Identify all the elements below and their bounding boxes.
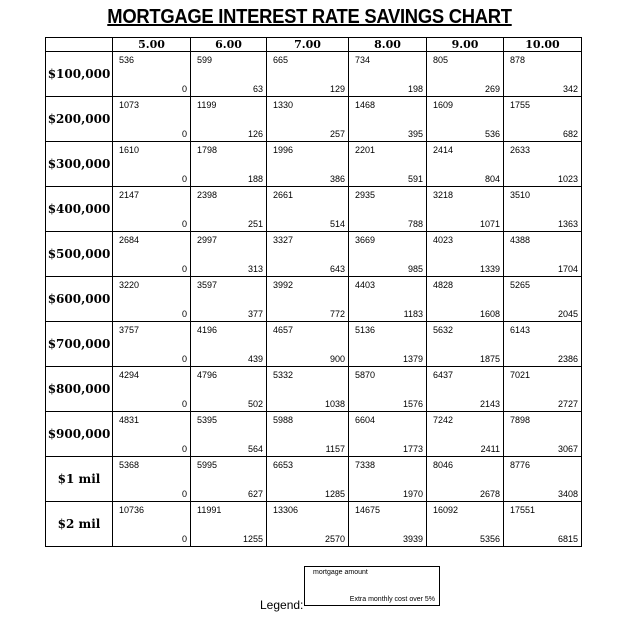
rate-cell xyxy=(427,412,504,457)
extra-monthly-cost: 188 xyxy=(247,174,263,184)
rate-cell xyxy=(349,97,427,142)
rate-cell xyxy=(113,502,191,547)
rate-cell xyxy=(191,232,267,277)
rate-cell xyxy=(427,187,504,232)
monthly-payment: 5368 xyxy=(119,460,140,470)
rate-table xyxy=(45,37,582,547)
rate-cell xyxy=(267,97,349,142)
rate-cell xyxy=(113,187,191,232)
rate-cell xyxy=(113,52,191,97)
monthly-payment: 4388 xyxy=(510,235,531,245)
table-row xyxy=(46,457,582,502)
rate-cell xyxy=(427,367,504,412)
rate-cell xyxy=(504,277,582,322)
extra-monthly-cost: 129 xyxy=(329,84,345,94)
monthly-payment: 4403 xyxy=(355,280,376,290)
mortgage-amount-label: $100,000 xyxy=(46,52,113,97)
monthly-payment: 13306 xyxy=(273,505,299,515)
extra-monthly-cost: 1608 xyxy=(479,309,500,319)
extra-monthly-cost: 591 xyxy=(407,174,423,184)
rate-cell xyxy=(504,457,582,502)
monthly-payment: 6437 xyxy=(433,370,454,380)
rate-cell xyxy=(191,502,267,547)
monthly-payment: 5265 xyxy=(510,280,531,290)
monthly-payment: 1330 xyxy=(273,100,294,110)
page-title: MORTGAGE INTEREST RATE SAVINGS CHART xyxy=(107,6,512,28)
extra-monthly-cost: 1255 xyxy=(242,534,263,544)
extra-monthly-cost: 682 xyxy=(562,129,578,139)
rate-cell xyxy=(427,502,504,547)
monthly-payment: 3220 xyxy=(119,280,140,290)
rate-cell xyxy=(504,97,582,142)
rate-cell xyxy=(113,232,191,277)
mortgage-amount-label: $500,000 xyxy=(46,232,113,277)
extra-monthly-cost: 1183 xyxy=(403,309,423,319)
extra-monthly-cost: 1285 xyxy=(324,489,345,499)
monthly-payment: 5988 xyxy=(273,415,294,425)
monthly-payment: 10736 xyxy=(119,505,145,515)
monthly-payment: 5995 xyxy=(197,460,218,470)
extra-monthly-cost: 5356 xyxy=(479,534,500,544)
extra-monthly-cost: 1339 xyxy=(479,264,500,274)
monthly-payment: 1199 xyxy=(197,100,217,110)
monthly-payment: 7021 xyxy=(510,370,531,380)
rate-cell xyxy=(113,367,191,412)
extra-monthly-cost: 3939 xyxy=(402,534,423,544)
legend-box xyxy=(304,566,440,606)
monthly-payment: 4828 xyxy=(433,280,454,290)
table-row xyxy=(46,97,582,142)
monthly-payment: 2414 xyxy=(433,145,454,155)
monthly-payment: 5332 xyxy=(273,370,294,380)
extra-monthly-cost: 313 xyxy=(247,264,263,274)
monthly-payment: 2201 xyxy=(355,145,376,155)
monthly-payment: 6604 xyxy=(355,415,376,425)
extra-monthly-cost: 627 xyxy=(247,489,263,499)
monthly-payment: 4657 xyxy=(273,325,294,335)
extra-monthly-cost: 0 xyxy=(181,219,187,229)
rate-cell xyxy=(113,412,191,457)
extra-monthly-cost: 1157 xyxy=(325,444,345,454)
monthly-payment: 5632 xyxy=(433,325,454,335)
extra-monthly-cost: 2143 xyxy=(479,399,500,409)
rate-cell xyxy=(267,142,349,187)
mortgage-amount-label: $900,000 xyxy=(46,412,113,457)
rate-cell xyxy=(267,367,349,412)
extra-monthly-cost: 1379 xyxy=(402,354,423,364)
rate-cell xyxy=(349,412,427,457)
extra-monthly-cost: 198 xyxy=(407,84,423,94)
rate-cell xyxy=(191,277,267,322)
extra-monthly-cost: 1071 xyxy=(479,219,500,229)
monthly-payment: 6653 xyxy=(273,460,294,470)
table-row xyxy=(46,142,582,187)
extra-monthly-cost: 2570 xyxy=(324,534,345,544)
rate-cell xyxy=(349,457,427,502)
rate-cell xyxy=(191,187,267,232)
rate-cell xyxy=(191,412,267,457)
rate-cell xyxy=(267,277,349,322)
mortgage-amount-label: $1 mil xyxy=(46,457,113,502)
extra-monthly-cost: 1023 xyxy=(557,174,578,184)
extra-monthly-cost: 985 xyxy=(407,264,423,274)
monthly-payment: 878 xyxy=(510,55,526,65)
extra-monthly-cost: 251 xyxy=(247,219,263,229)
extra-monthly-cost: 2045 xyxy=(557,309,578,319)
extra-monthly-cost: 1363 xyxy=(557,219,578,229)
extra-monthly-cost: 6815 xyxy=(557,534,578,544)
rate-cell xyxy=(267,412,349,457)
monthly-payment: 599 xyxy=(197,55,213,65)
extra-monthly-cost: 1704 xyxy=(557,264,578,274)
extra-monthly-cost: 643 xyxy=(329,264,345,274)
monthly-payment: 536 xyxy=(119,55,135,65)
extra-monthly-cost: 0 xyxy=(181,84,187,94)
monthly-payment: 1798 xyxy=(197,145,218,155)
rate-header: 8.00 xyxy=(349,38,427,52)
rate-cell xyxy=(504,142,582,187)
rate-cell xyxy=(427,322,504,367)
monthly-payment: 4831 xyxy=(119,415,140,425)
extra-monthly-cost: 0 xyxy=(181,444,187,454)
extra-monthly-cost: 0 xyxy=(181,264,187,274)
rate-cell xyxy=(427,142,504,187)
extra-monthly-cost: 0 xyxy=(181,489,187,499)
rate-cell xyxy=(349,187,427,232)
table-row xyxy=(46,412,582,457)
rate-cell xyxy=(113,142,191,187)
rate-cell xyxy=(267,502,349,547)
extra-monthly-cost: 377 xyxy=(247,309,263,319)
rate-cell xyxy=(504,187,582,232)
monthly-payment: 6143 xyxy=(510,325,531,335)
extra-monthly-cost: 2386 xyxy=(557,354,578,364)
rate-header: 6.00 xyxy=(191,38,267,52)
monthly-payment: 2935 xyxy=(355,190,376,200)
extra-monthly-cost: 0 xyxy=(181,129,187,139)
monthly-payment: 16092 xyxy=(433,505,459,515)
rate-cell xyxy=(427,457,504,502)
extra-monthly-cost: 1970 xyxy=(402,489,423,499)
monthly-payment: 3992 xyxy=(273,280,294,290)
extra-monthly-cost: 0 xyxy=(181,354,187,364)
rate-cell xyxy=(427,277,504,322)
legend-bottom-text: Extra monthly cost over 5% xyxy=(349,596,435,603)
extra-monthly-cost: 1576 xyxy=(402,399,423,409)
header-row xyxy=(46,38,582,52)
extra-monthly-cost: 804 xyxy=(484,174,500,184)
monthly-payment: 11991 xyxy=(197,505,222,515)
legend-label: Legend: xyxy=(260,598,304,612)
extra-monthly-cost: 386 xyxy=(329,174,345,184)
table-row xyxy=(46,277,582,322)
rate-cell xyxy=(504,232,582,277)
extra-monthly-cost: 564 xyxy=(247,444,263,454)
extra-monthly-cost: 2678 xyxy=(479,489,500,499)
monthly-payment: 1755 xyxy=(510,100,531,110)
extra-monthly-cost: 3408 xyxy=(557,489,578,499)
monthly-payment: 1610 xyxy=(119,145,140,155)
rate-cell xyxy=(113,322,191,367)
rate-cell xyxy=(504,367,582,412)
extra-monthly-cost: 126 xyxy=(247,129,263,139)
monthly-payment: 4023 xyxy=(433,235,454,245)
rate-cell xyxy=(427,97,504,142)
rate-cell xyxy=(191,367,267,412)
rate-cell xyxy=(267,187,349,232)
monthly-payment: 734 xyxy=(355,55,371,65)
monthly-payment: 8046 xyxy=(433,460,454,470)
extra-monthly-cost: 900 xyxy=(329,354,345,364)
rate-cell xyxy=(349,502,427,547)
rate-cell xyxy=(349,367,427,412)
extra-monthly-cost: 772 xyxy=(329,309,345,319)
monthly-payment: 1468 xyxy=(355,100,376,110)
extra-monthly-cost: 536 xyxy=(484,129,500,139)
monthly-payment: 2398 xyxy=(197,190,218,200)
extra-monthly-cost: 257 xyxy=(329,129,345,139)
monthly-payment: 4294 xyxy=(119,370,140,380)
table-row xyxy=(46,502,582,547)
monthly-payment: 7898 xyxy=(510,415,531,425)
extra-monthly-cost: 0 xyxy=(181,174,187,184)
monthly-payment: 17551 xyxy=(510,505,536,515)
monthly-payment: 5395 xyxy=(197,415,218,425)
monthly-payment: 1073 xyxy=(119,100,140,110)
monthly-payment: 3757 xyxy=(119,325,140,335)
extra-monthly-cost: 0 xyxy=(181,309,187,319)
extra-monthly-cost: 2727 xyxy=(557,399,578,409)
extra-monthly-cost: 1773 xyxy=(402,444,423,454)
rate-cell xyxy=(349,277,427,322)
rate-cell xyxy=(191,142,267,187)
mortgage-amount-label: $300,000 xyxy=(46,142,113,187)
corner-cell xyxy=(46,38,113,52)
rate-cell xyxy=(267,457,349,502)
monthly-payment: 805 xyxy=(433,55,449,65)
rate-cell xyxy=(267,232,349,277)
rate-header: 5.00 xyxy=(113,38,191,52)
rate-header: 7.00 xyxy=(267,38,349,52)
monthly-payment: 4196 xyxy=(197,325,218,335)
extra-monthly-cost: 514 xyxy=(329,219,345,229)
rate-header: 9.00 xyxy=(427,38,504,52)
rate-cell xyxy=(427,232,504,277)
mortgage-amount-label: $2 mil xyxy=(46,502,113,547)
rate-cell xyxy=(191,457,267,502)
extra-monthly-cost: 502 xyxy=(247,399,263,409)
rate-cell xyxy=(113,457,191,502)
rate-cell xyxy=(349,232,427,277)
monthly-payment: 3597 xyxy=(197,280,218,290)
extra-monthly-cost: 3067 xyxy=(557,444,578,454)
monthly-payment: 3218 xyxy=(433,190,454,200)
monthly-payment: 7242 xyxy=(433,415,454,425)
monthly-payment: 2147 xyxy=(119,190,140,200)
monthly-payment: 4796 xyxy=(197,370,218,380)
rate-cell xyxy=(349,52,427,97)
rate-cell xyxy=(349,322,427,367)
extra-monthly-cost: 1875 xyxy=(479,354,500,364)
table-row xyxy=(46,52,582,97)
rate-cell xyxy=(113,277,191,322)
monthly-payment: 14675 xyxy=(355,505,381,515)
mortgage-amount-label: $800,000 xyxy=(46,367,113,412)
monthly-payment: 3327 xyxy=(273,235,294,245)
extra-monthly-cost: 1038 xyxy=(324,399,345,409)
extra-monthly-cost: 2411 xyxy=(480,444,500,454)
monthly-payment: 1996 xyxy=(273,145,294,155)
table-row xyxy=(46,367,582,412)
monthly-payment: 8776 xyxy=(510,460,531,470)
table-row xyxy=(46,232,582,277)
monthly-payment: 3669 xyxy=(355,235,376,245)
monthly-payment: 3510 xyxy=(510,190,531,200)
rate-cell xyxy=(191,52,267,97)
extra-monthly-cost: 788 xyxy=(407,219,423,229)
extra-monthly-cost: 395 xyxy=(407,129,423,139)
extra-monthly-cost: 63 xyxy=(252,84,263,94)
mortgage-amount-label: $400,000 xyxy=(46,187,113,232)
rate-cell xyxy=(504,502,582,547)
rate-cell xyxy=(267,322,349,367)
rate-cell xyxy=(267,52,349,97)
extra-monthly-cost: 269 xyxy=(484,84,500,94)
legend-top-text: mortgage amount xyxy=(313,569,368,576)
extra-monthly-cost: 0 xyxy=(181,399,187,409)
monthly-payment: 665 xyxy=(273,55,289,65)
rate-cell xyxy=(191,322,267,367)
rate-header: 10.00 xyxy=(504,38,582,52)
mortgage-amount-label: $600,000 xyxy=(46,277,113,322)
rate-cell xyxy=(191,97,267,142)
extra-monthly-cost: 0 xyxy=(181,534,187,544)
rate-cell xyxy=(113,97,191,142)
rate-cell xyxy=(427,52,504,97)
rate-cell xyxy=(504,52,582,97)
table-row xyxy=(46,322,582,367)
monthly-payment: 2684 xyxy=(119,235,140,245)
rate-cell xyxy=(504,412,582,457)
mortgage-amount-label: $700,000 xyxy=(46,322,113,367)
extra-monthly-cost: 439 xyxy=(247,354,263,364)
rate-cell xyxy=(349,142,427,187)
monthly-payment: 2633 xyxy=(510,145,531,155)
table-row xyxy=(46,187,582,232)
mortgage-amount-label: $200,000 xyxy=(46,97,113,142)
rate-cell xyxy=(504,322,582,367)
monthly-payment: 5136 xyxy=(355,325,376,335)
extra-monthly-cost: 342 xyxy=(562,84,578,94)
monthly-payment: 5870 xyxy=(355,370,376,380)
monthly-payment: 7338 xyxy=(355,460,376,470)
monthly-payment: 1609 xyxy=(433,100,454,110)
monthly-payment: 2997 xyxy=(197,235,218,245)
monthly-payment: 2661 xyxy=(273,190,294,200)
